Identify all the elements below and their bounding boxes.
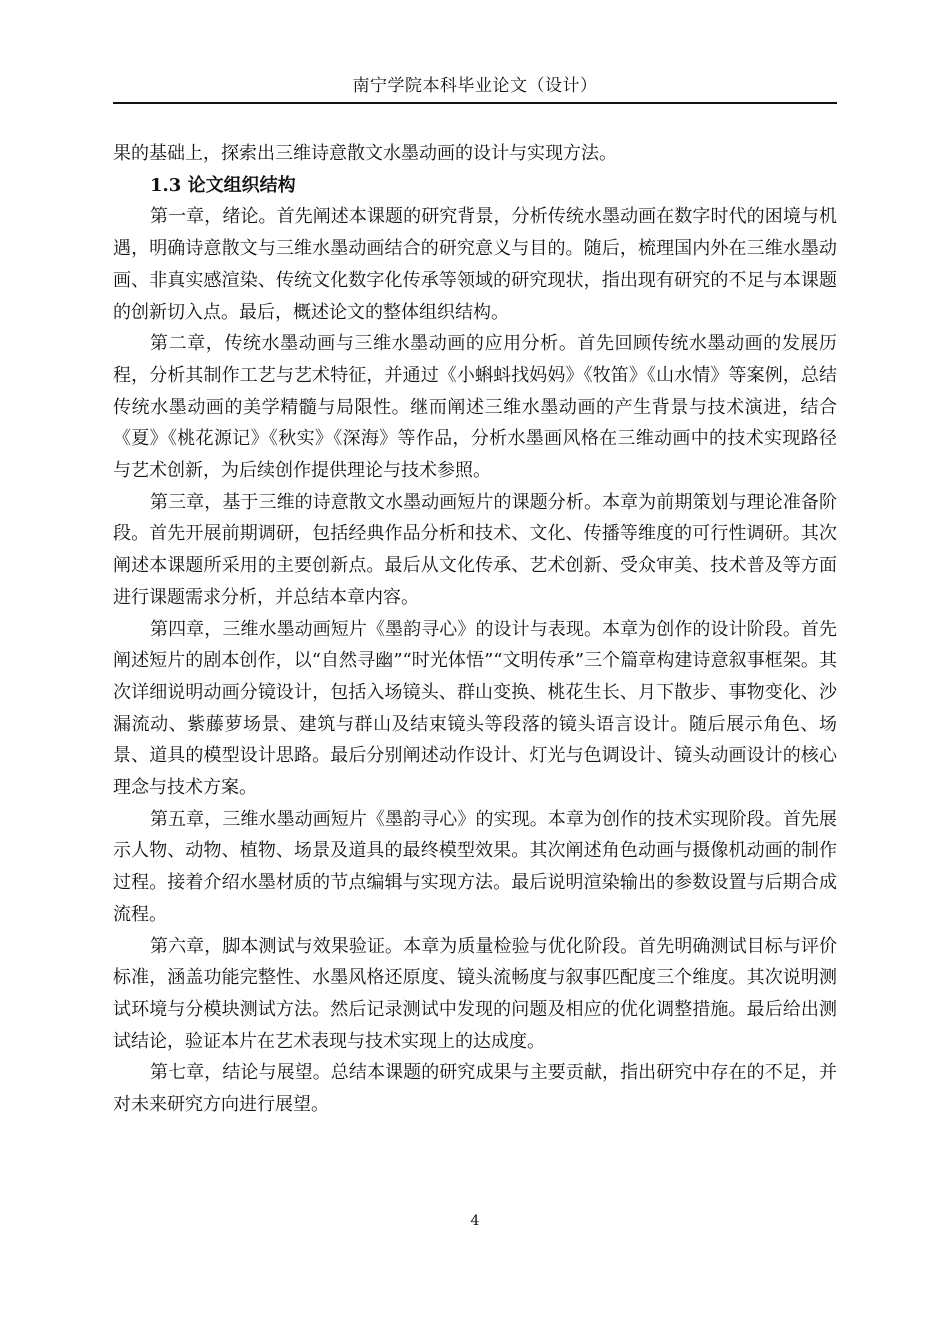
paragraph-chapter-5: 第五章，三维水墨动画短片《墨韵寻心》的实现。本章为创作的技术实现阶段。首先展示人物、动物、植物、场景及道具的最终模型效果。其次阐述角色动画与摄像机动画的制作过程。接着介绍水墨材质的节点编辑与实现方法。最后说明渲染输出的参数设置与后期合成流程。 [113,808,837,925]
page-body [113,138,837,1121]
header-title: 南宁学院本科毕业论文（设计） [352,76,598,96]
paragraph-chapter-7: 第七章，结论与展望。总结本课题的研究成果与主要贡献，指出研究中存在的不足，并对未来研究方向进行展望。 [113,1062,837,1116]
page-number: 4 [470,1213,480,1229]
paragraph-chapter-6: 第六章，脚本测试与效果验证。本章为质量检验与优化阶段。首先明确测试目标与评价标准，涵盖功能完整性、水墨风格还原度、镜头流畅度与叙事匹配度三个维度。其次说明测试环境与分模块测试方法。然后记录测试中发现的问题及相应的优化调整措施。最后给出测试结论，验证本片在艺术表现与技术实现上的达成度。 [113,935,837,1052]
paragraph-chapter-4: 第四章，三维水墨动画短片《墨韵寻心》的设计与表现。本章为创作的设计阶段。首先阐述短片的剧本创作，以“自然寻幽”“时光体悟”“文明传承”三个篇章构建诗意叙事框架。其次详细说明动画分镜设计，包括入场镜头、群山变换、桃花生长、月下散步、事物变化、沙漏流动、紫藤萝场景、建筑与群山及结束镜头等段落的镜头语言设计。随后展示角色、场景、道具的模型设计思路。最后分别阐述动作设计、灯光与色调设计、镜头动画设计的核心理念与技术方案。 [113,618,837,799]
paragraph-chapter-3: 第三章，基于三维的诗意散文水墨动画短片的课题分析。本章为前期策划与理论准备阶段。首先开展前期调研，包括经典作品分析和技术、文化、传播等维度的可行性调研。其次阐述本课题所采用的主要创新点。最后从文化传承、艺术创新、受众审美、技术普及等方面进行课题需求分析，并总结本章内容。 [113,491,837,608]
paragraph-chapter-2: 第二章，传统水墨动画与三维水墨动画的应用分析。首先回顾传统水墨动画的发展历程，分析其制作工艺与艺术特征，并通过《小蝌蚪找妈妈》《牧笛》《山水情》等案例，总结传统水墨动画的美学精髓与局限性。继而阐述三维水墨动画的产生背景与技术演进，结合《夏》《桃花源记》《秋实》《深海》等作品，分析水墨画风格在三维动画中的技术实现路径与艺术创新，为后续创作提供理论与技术参照。 [113,333,837,482]
page-header [113,74,837,104]
paragraph-chapter-1: 第一章，绪论。首先阐述本课题的研究背景，分析传统水墨动画在数字时代的困境与机遇，明确诗意散文与三维水墨动画结合的研究意义与目的。随后，梳理国内外在三维水墨动画、非真实感渲染、传统文化数字化传承等领域的研究现状，指出现有研究的不足与本课题的创新切入点。最后，概述论文的整体组织结构。 [113,206,837,323]
section-heading: 1.3 论文组织结构 [150,174,296,196]
continuation-line: 果的基础上，探索出三维诗意散文水墨动画的设计与实现方法。 [113,143,617,164]
